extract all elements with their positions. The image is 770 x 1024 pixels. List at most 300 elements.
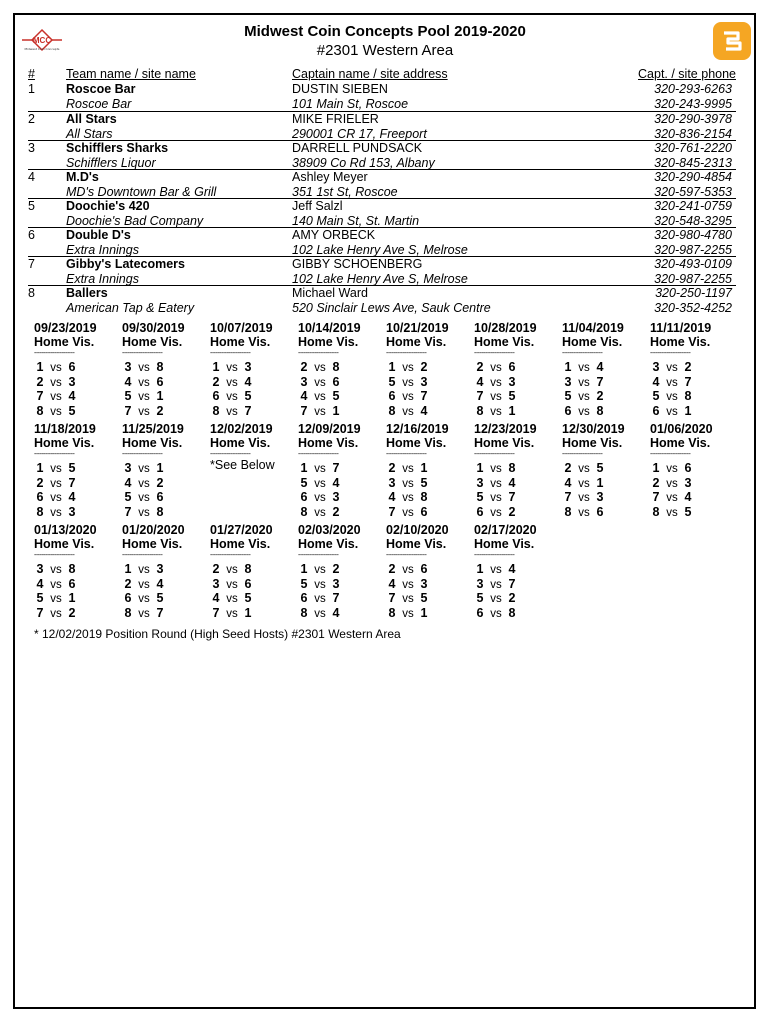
site-phone: 320-243-9995 (654, 96, 732, 111)
home-vis-label: Home Vis. (298, 537, 359, 551)
vs-label: vs (402, 391, 414, 403)
visitor-team-number: 6 (68, 360, 76, 374)
home-team-number: 5 (564, 389, 572, 403)
vs-label: vs (578, 391, 590, 403)
vs-label: vs (402, 376, 414, 389)
site-address: 102 Lake Henry Ave S, Melrose (292, 242, 468, 257)
vs-label: vs (138, 593, 150, 605)
vs-label: vs (402, 492, 414, 504)
match-line (562, 490, 650, 505)
match-line (210, 404, 298, 419)
home-team-number: 1 (564, 360, 572, 374)
home-team-number: 1 (300, 461, 308, 475)
visitor-team-number: 7 (508, 490, 516, 504)
visitor-team-number: 2 (332, 504, 340, 519)
visitor-team-number: 2 (508, 504, 516, 519)
match-line (122, 505, 210, 520)
visitor-team-number: 2 (156, 403, 164, 418)
home-team-number: 4 (476, 374, 484, 389)
week-date: 02/17/2020 (474, 523, 537, 537)
match-line (34, 404, 122, 419)
dash-divider: ---------------------- (386, 451, 427, 458)
home-team-number: 7 (212, 605, 220, 620)
team-row (28, 169, 736, 199)
home-team-number: 6 (476, 504, 484, 519)
match-line (34, 360, 122, 375)
dash-divider: ---------------------- (34, 451, 75, 458)
home-team-number: 1 (124, 562, 132, 576)
visitor-team-number: 7 (508, 576, 516, 591)
vs-label: vs (578, 463, 590, 475)
home-team-number: 8 (564, 504, 572, 519)
match-line (298, 577, 386, 592)
see-below-note: *See Below (210, 458, 275, 472)
home-team-number: 8 (212, 403, 220, 418)
vs-label: vs (138, 362, 150, 374)
match-line (34, 505, 122, 520)
home-vis-label: Home Vis. (386, 537, 447, 551)
home-team-number: 5 (124, 490, 132, 504)
home-team-number: 5 (124, 389, 132, 403)
match-line (122, 476, 210, 491)
home-team-number: 6 (300, 591, 308, 605)
home-team-number: 8 (652, 504, 660, 519)
home-team-number: 4 (564, 475, 572, 490)
visitor-team-number: 6 (156, 490, 164, 504)
site-name: Doochie's Bad Company (66, 213, 204, 228)
vs-label: vs (314, 463, 326, 475)
site-address: 520 Sinclair Lews Ave, Sauk Centre (292, 300, 491, 315)
col-header-captain: Captain name / site address (292, 67, 448, 81)
match-line (298, 389, 386, 404)
match-line (386, 476, 474, 491)
team-row (28, 198, 736, 228)
visitor-team-number: 5 (68, 461, 76, 475)
vs-label: vs (50, 564, 62, 576)
site-address: 38909 Co Rd 153, Albany (292, 155, 435, 170)
vs-label: vs (666, 362, 678, 374)
home-team-number: 7 (36, 389, 44, 403)
visitor-team-number: 5 (420, 591, 428, 605)
week-date: 09/30/2019 (122, 321, 185, 335)
visitor-team-number: 1 (244, 605, 252, 620)
week-date: 10/21/2019 (386, 321, 449, 335)
home-team-number: 6 (388, 389, 396, 403)
vs-label: vs (666, 405, 678, 418)
vs-label: vs (402, 477, 414, 490)
week-block (34, 523, 122, 620)
match-line (298, 505, 386, 520)
team-row (28, 140, 736, 170)
dash-divider: ---------------------- (122, 552, 163, 559)
home-team-number: 1 (36, 461, 44, 475)
match-line (298, 591, 386, 606)
visitor-team-number: 3 (68, 374, 76, 389)
week-block (210, 422, 298, 473)
home-team-number: 3 (36, 562, 44, 576)
captain-name: Jeff Salzl (292, 199, 343, 213)
visitor-team-number: 7 (420, 389, 428, 403)
match-line (650, 490, 738, 505)
vs-label: vs (50, 477, 62, 490)
visitor-team-number: 5 (684, 504, 692, 519)
visitor-team-number: 6 (420, 562, 428, 576)
match-line (298, 562, 386, 577)
visitor-team-number: 2 (684, 360, 692, 374)
vs-label: vs (226, 391, 238, 403)
home-vis-label: Home Vis. (34, 537, 95, 551)
visitor-team-number: 5 (156, 591, 164, 605)
home-team-number: 2 (388, 562, 396, 576)
visitor-team-number: 8 (68, 562, 76, 576)
home-vis-label: Home Vis. (122, 436, 183, 450)
site-name: Roscoe Bar (66, 96, 132, 111)
visitor-team-number: 7 (156, 605, 164, 620)
visitor-team-number: 1 (68, 591, 76, 605)
team-number: 3 (28, 141, 35, 155)
home-team-number: 7 (476, 389, 484, 403)
match-line (34, 562, 122, 577)
match-line (386, 562, 474, 577)
visitor-team-number: 5 (596, 461, 604, 475)
match-line (474, 461, 562, 476)
match-line (474, 591, 562, 606)
visitor-team-number: 6 (156, 374, 164, 389)
week-date: 01/13/2020 (34, 523, 97, 537)
home-team-number: 5 (300, 475, 308, 490)
home-team-number: 6 (652, 403, 660, 418)
match-line (386, 461, 474, 476)
match-line (650, 505, 738, 520)
dash-divider: ---------------------- (122, 451, 163, 458)
vs-label: vs (138, 405, 150, 418)
home-vis-label: Home Vis. (210, 436, 271, 450)
match-line (650, 375, 738, 390)
site-name: Schifflers Liquor (66, 155, 156, 170)
vs-label: vs (490, 376, 502, 389)
vs-label: vs (50, 405, 62, 418)
week-date: 10/14/2019 (298, 321, 361, 335)
week-date: 12/16/2019 (386, 422, 449, 436)
home-team-number: 5 (36, 591, 44, 605)
visitor-team-number: 3 (68, 504, 76, 519)
captain-phone: 320-241-0759 (654, 199, 732, 213)
site-name: All Stars (66, 126, 113, 141)
dash-divider: ---------------------- (34, 552, 75, 559)
vs-label: vs (138, 376, 150, 389)
week-date: 12/23/2019 (474, 422, 537, 436)
dash-divider: ---------------------- (34, 350, 75, 357)
match-line (122, 562, 210, 577)
home-team-number: 8 (388, 403, 396, 418)
captain-name: GIBBY SCHOENBERG (292, 257, 423, 271)
home-team-number: 7 (36, 605, 44, 620)
vs-label: vs (50, 463, 62, 475)
match-line (210, 389, 298, 404)
week-block (34, 422, 122, 519)
week-block (298, 321, 386, 418)
visitor-team-number: 1 (508, 403, 516, 418)
home-team-number: 4 (212, 591, 220, 605)
logo-text: MCC (32, 36, 52, 45)
vs-label: vs (490, 391, 502, 403)
match-line (474, 490, 562, 505)
home-vis-label: Home Vis. (474, 537, 535, 551)
vs-label: vs (402, 593, 414, 605)
visitor-team-number: 5 (332, 389, 340, 403)
match-line (34, 461, 122, 476)
week-block (298, 523, 386, 620)
captain-phone: 320-980-4780 (654, 228, 732, 242)
match-line (122, 606, 210, 621)
captain-phone: 320-250-1197 (655, 286, 732, 300)
home-team-number: 3 (212, 576, 220, 591)
match-line (386, 591, 474, 606)
site-phone: 320-548-3295 (654, 213, 732, 228)
week-block (386, 523, 474, 620)
home-team-number: 1 (476, 562, 484, 576)
home-team-number: 6 (36, 490, 44, 504)
vs-label: vs (314, 578, 326, 591)
visitor-team-number: 4 (156, 576, 164, 591)
home-vis-label: Home Vis. (474, 335, 535, 349)
home-team-number: 2 (36, 374, 44, 389)
match-line (122, 577, 210, 592)
visitor-team-number: 6 (508, 360, 516, 374)
visitor-team-number: 5 (244, 389, 252, 403)
home-team-number: 1 (388, 360, 396, 374)
match-line (122, 375, 210, 390)
week-block (562, 422, 650, 519)
vs-label: vs (490, 607, 502, 620)
match-line (562, 404, 650, 419)
match-line (34, 606, 122, 621)
match-line (474, 476, 562, 491)
vs-label: vs (578, 376, 590, 389)
match-line (562, 505, 650, 520)
vs-label: vs (314, 376, 326, 389)
captain-name: DARRELL PUNDSACK (292, 141, 423, 155)
week-block (122, 321, 210, 418)
visitor-team-number: 7 (332, 461, 340, 475)
week-date: 11/25/2019 (122, 422, 184, 436)
home-team-number: 3 (476, 576, 484, 591)
site-phone: 320-987-2255 (654, 242, 732, 257)
captain-name: Michael Ward (292, 286, 368, 300)
dash-divider: ---------------------- (298, 451, 339, 458)
visitor-team-number: 1 (332, 403, 340, 418)
visitor-team-number: 1 (420, 605, 428, 620)
captain-phone: 320-493-0109 (654, 257, 732, 271)
site-address: 140 Main St, St. Martin (292, 213, 420, 228)
visitor-team-number: 2 (420, 360, 428, 374)
site-phone: 320-597-5353 (654, 184, 732, 199)
vs-label: vs (314, 593, 326, 605)
match-line (562, 360, 650, 375)
match-line (210, 360, 298, 375)
vs-label: vs (578, 405, 590, 418)
home-team-number: 3 (300, 374, 308, 389)
home-team-number: 3 (124, 461, 132, 475)
match-line (34, 591, 122, 606)
col-header-team: Team name / site name (66, 67, 196, 81)
home-vis-label: Home Vis. (650, 436, 711, 450)
vs-label: vs (138, 564, 150, 576)
week-block (474, 523, 562, 620)
home-team-number: 2 (124, 576, 132, 591)
team-name: Double D's (66, 228, 131, 242)
match-line (34, 476, 122, 491)
visitor-team-number: 4 (332, 475, 340, 490)
visitor-team-number: 2 (596, 389, 604, 403)
team-name: Schifflers Sharks (66, 141, 169, 155)
vs-label: vs (138, 463, 150, 475)
home-team-number: 4 (124, 374, 132, 389)
match-line (474, 606, 562, 621)
home-team-number: 7 (652, 490, 660, 504)
home-team-number: 3 (564, 374, 572, 389)
vs-label: vs (226, 376, 238, 389)
visitor-team-number: 8 (156, 504, 164, 519)
visitor-team-number: 3 (244, 360, 252, 374)
home-team-number: 6 (124, 591, 132, 605)
dash-divider: ---------------------- (650, 451, 691, 458)
home-vis-label: Home Vis. (562, 436, 623, 450)
match-line (34, 577, 122, 592)
vs-label: vs (666, 376, 678, 389)
match-line (474, 360, 562, 375)
dash-divider: ---------------------- (562, 350, 603, 357)
week-block (122, 523, 210, 620)
site-address: 102 Lake Henry Ave S, Melrose (292, 271, 468, 286)
team-row (28, 256, 736, 286)
team-name: Ballers (66, 286, 108, 300)
match-line (650, 360, 738, 375)
week-block (386, 422, 474, 519)
vs-label: vs (490, 362, 502, 374)
home-team-number: 6 (212, 389, 220, 403)
vs-label: vs (402, 564, 414, 576)
visitor-team-number: 6 (684, 461, 692, 475)
visitor-team-number: 8 (332, 360, 340, 374)
home-vis-label: Home Vis. (386, 335, 447, 349)
home-team-number: 3 (388, 475, 396, 490)
week-block (298, 422, 386, 519)
week-date: 12/02/2019 (210, 422, 273, 436)
site-address: 290001 CR 17, Freeport (292, 126, 427, 141)
vs-label: vs (402, 405, 414, 418)
dash-divider: ---------------------- (474, 451, 515, 458)
match-line (474, 375, 562, 390)
vs-label: vs (402, 463, 414, 475)
home-team-number: 5 (476, 490, 484, 504)
home-team-number: 4 (300, 389, 308, 403)
vs-label: vs (138, 391, 150, 403)
footnote: * 12/02/2019 Position Round (High Seed Hosts) #2301 Western Area (34, 627, 401, 641)
vs-label: vs (138, 578, 150, 591)
visitor-team-number: 8 (244, 562, 252, 576)
week-date: 02/03/2020 (298, 523, 361, 537)
week-date: 01/20/2020 (122, 523, 185, 537)
vs-label: vs (314, 405, 326, 418)
match-line (386, 360, 474, 375)
visitor-team-number: 4 (508, 562, 516, 576)
home-team-number: 6 (476, 605, 484, 620)
visitor-team-number: 2 (156, 475, 164, 490)
visitor-team-number: 1 (684, 403, 692, 418)
team-row (28, 227, 736, 257)
home-vis-label: Home Vis. (298, 436, 359, 450)
captain-phone: 320-293-6263 (654, 82, 732, 96)
visitor-team-number: 4 (68, 490, 76, 504)
vs-label: vs (490, 405, 502, 418)
match-line (650, 461, 738, 476)
dash-divider: ---------------------- (210, 451, 251, 458)
home-team-number: 7 (388, 591, 396, 605)
match-line (386, 505, 474, 520)
dash-divider: ---------------------- (386, 350, 427, 357)
team-row (28, 285, 736, 315)
week-block (474, 321, 562, 418)
match-line (650, 476, 738, 491)
match-line (298, 476, 386, 491)
week-date: 01/27/2020 (210, 523, 273, 537)
visitor-team-number: 4 (244, 374, 252, 389)
vs-label: vs (402, 506, 414, 519)
home-team-number: 4 (388, 576, 396, 591)
vs-label: vs (50, 362, 62, 374)
vs-label: vs (226, 564, 238, 576)
vs-label: vs (402, 362, 414, 374)
visitor-team-number: 1 (596, 475, 604, 490)
home-vis-label: Home Vis. (562, 335, 623, 349)
vs-label: vs (226, 362, 238, 374)
visitor-team-number: 5 (420, 475, 428, 490)
visitor-team-number: 2 (332, 562, 340, 576)
match-line (298, 360, 386, 375)
visitor-team-number: 4 (596, 360, 604, 374)
home-vis-label: Home Vis. (650, 335, 711, 349)
team-name: Gibby's Latecomers (66, 257, 185, 271)
visitor-team-number: 3 (420, 576, 428, 591)
vs-label: vs (314, 492, 326, 504)
visitor-team-number: 4 (332, 605, 340, 620)
vs-label: vs (666, 463, 678, 475)
match-line (210, 606, 298, 621)
team-name: Doochie's 420 (66, 199, 150, 213)
team-row (28, 82, 736, 111)
home-vis-label: Home Vis. (210, 335, 271, 349)
match-line (210, 375, 298, 390)
vs-label: vs (490, 492, 502, 504)
home-team-number: 8 (300, 605, 308, 620)
week-block (650, 422, 738, 519)
site-phone: 320-845-2313 (654, 155, 732, 170)
match-line (298, 461, 386, 476)
home-team-number: 3 (476, 475, 484, 490)
vs-label: vs (666, 506, 678, 519)
vs-label: vs (138, 506, 150, 519)
visitor-team-number: 6 (420, 504, 428, 519)
dash-divider: ---------------------- (562, 451, 603, 458)
home-team-number: 8 (300, 504, 308, 519)
week-block (474, 422, 562, 519)
home-team-number: 1 (300, 562, 308, 576)
match-line (298, 606, 386, 621)
match-line (122, 389, 210, 404)
captain-phone: 320-290-4854 (654, 170, 732, 184)
vs-label: vs (50, 376, 62, 389)
